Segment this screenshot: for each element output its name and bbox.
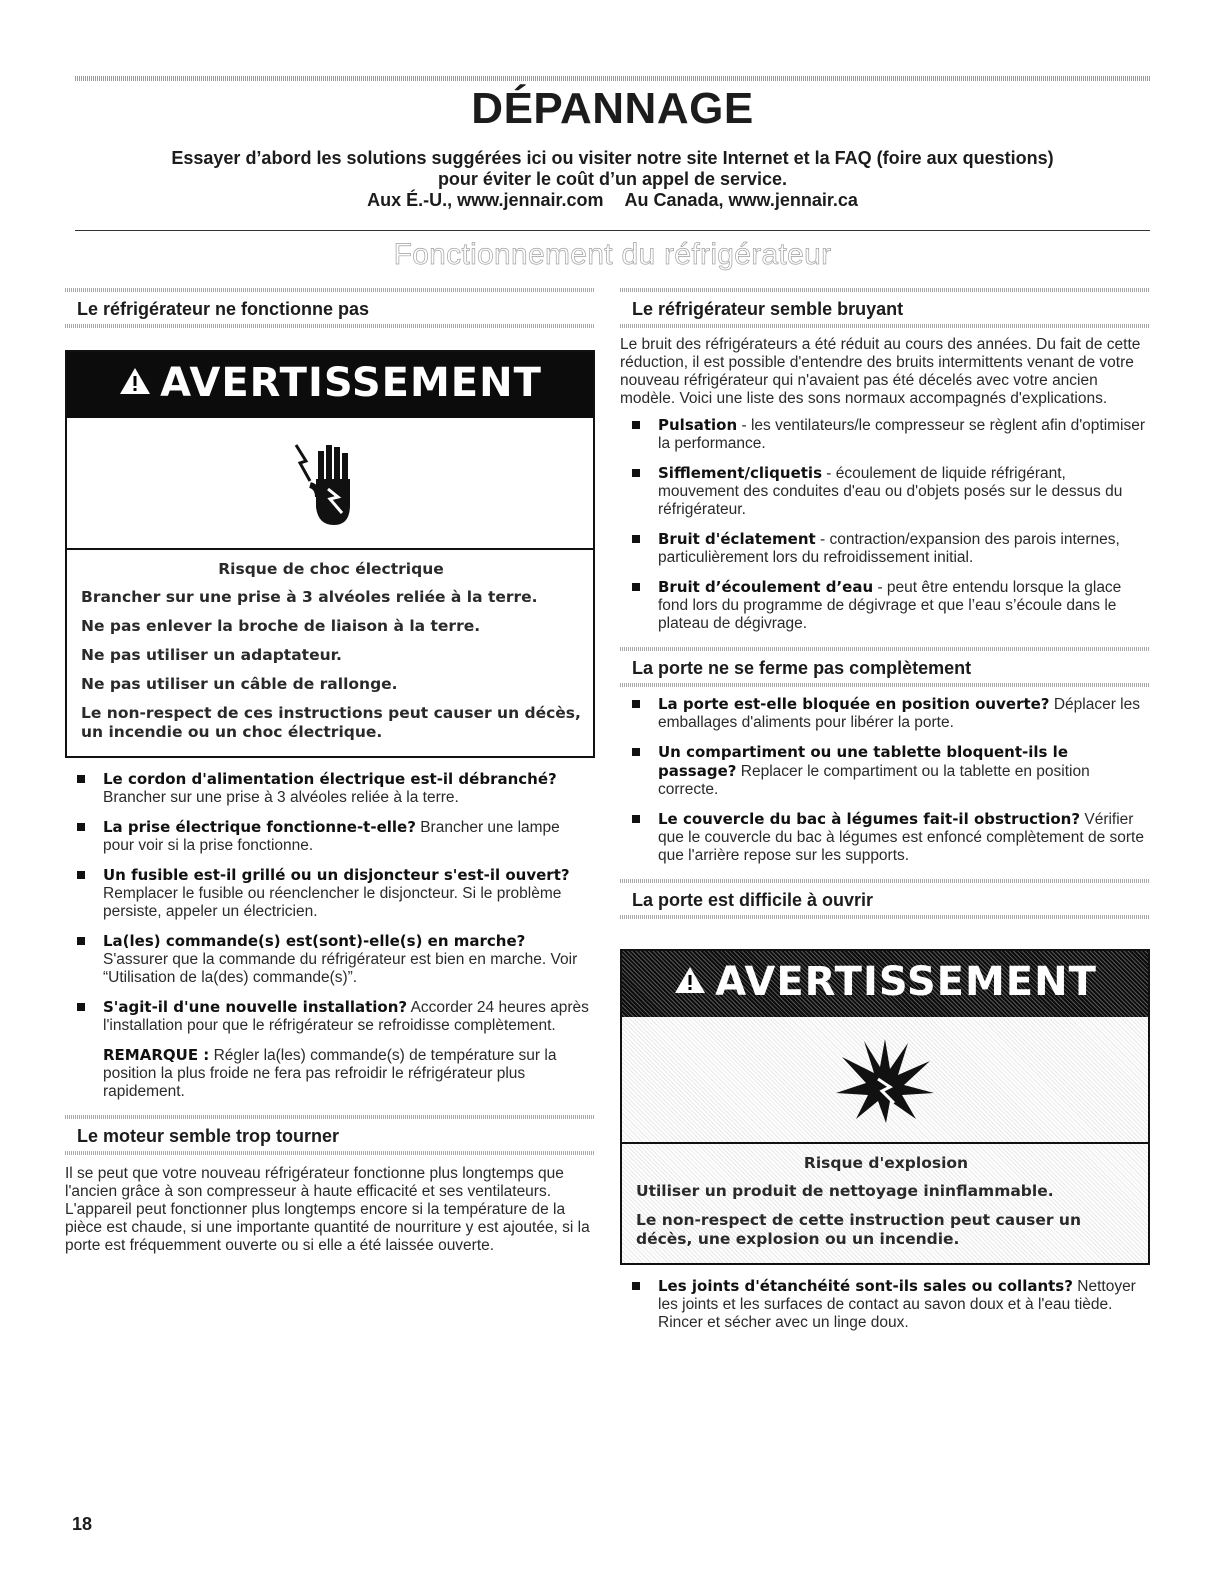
electric-shock-warning xyxy=(65,350,595,758)
warning-risk: Risque d'explosion xyxy=(803,1154,969,1172)
intro-line-2: pour éviter le coût d’un appel de service. xyxy=(437,169,788,189)
electric-shock-hand-icon xyxy=(290,433,370,533)
subsection-header-motor xyxy=(65,1115,595,1155)
intro-websites xyxy=(60,190,1165,211)
item-answer: Vérifier que le couvercle du bac à légumes est enfoncé complètement de sorte que l'arrière repose sur les supports. xyxy=(658,811,1144,864)
note-text: Régler la(les) commande(s) de température sur la position la plus froide ne fera pas refroidir le réfrigérateur plus rapidement. xyxy=(103,1047,557,1100)
list-item xyxy=(620,810,1150,865)
bullet-icon xyxy=(632,700,640,708)
explosion-icon xyxy=(830,1035,940,1125)
explosion-warning xyxy=(620,949,1150,1265)
list-item xyxy=(65,818,595,855)
dotted-rule xyxy=(620,915,1150,919)
section-rule xyxy=(75,230,1150,231)
note-label: REMARQUE : xyxy=(103,1046,210,1064)
list-item xyxy=(620,1277,1150,1332)
canada-website[interactable]: Au Canada, www.jennair.ca xyxy=(624,190,858,210)
item-answer: Nettoyer les joints et les surfaces de contact au savon doux et à l'eau tiède. Rincer et sécher avec un linge doux. xyxy=(658,1278,1136,1331)
bullet-icon xyxy=(77,937,85,945)
item-question: Pulsation xyxy=(658,416,738,434)
list-item xyxy=(620,530,1150,567)
list-item xyxy=(65,932,595,987)
noisy-list xyxy=(620,416,1150,633)
subsection-heading: Le réfrigérateur semble bruyant xyxy=(632,299,904,319)
warning-line: Le non-respect de cette instruction peut causer un décès, une explosion ou un incendie. xyxy=(636,1211,1081,1248)
dotted-rule xyxy=(620,683,1150,687)
item-question: La porte est-elle bloquée en position ouverte? xyxy=(658,695,1050,713)
item-answer: - écoulement de liquide réfrigérant, mouvement des conduites d'eau ou d'objets posés sur le dessus du réfrigérateur. xyxy=(658,465,1123,518)
noisy-paragraph: Le bruit des réfrigérateurs a été réduit au cours des années. Du fait de cette réduction, il est possible d'entendre des bruits intermittents venant de votre nouveau réfrigérateur qui n'avaient pas été décelés avec votre ancien modèle. Voici une liste des sons normaux accompagnés d'explications. xyxy=(620,336,1141,407)
subsection-heading: Le réfrigérateur ne fonctionne pas xyxy=(77,299,370,319)
item-answer: Brancher une lampe pour voir si la prise fonctionne. xyxy=(103,819,560,854)
item-answer: Brancher sur une prise à 3 alvéoles reliée à la terre. xyxy=(103,789,459,806)
item-question: Les joints d'étanchéité sont-ils sales ou collants? xyxy=(658,1277,1073,1295)
warning-line: Le non-respect de ces instructions peut causer un décès, un incendie ou un choc électrique. xyxy=(81,704,581,741)
item-question: Bruit d'éclatement xyxy=(658,530,816,548)
bullet-icon xyxy=(77,871,85,879)
bullet-icon xyxy=(632,748,640,756)
warning-triangle-icon xyxy=(673,959,707,1005)
door-open-list xyxy=(620,1277,1150,1332)
warning-body xyxy=(622,1144,1148,1263)
bullet-icon xyxy=(632,815,640,823)
door-close-list xyxy=(620,695,1150,865)
item-answer: - les ventilateurs/le compresseur se règlent afin d'optimiser la performance. xyxy=(658,417,1146,452)
list-item xyxy=(65,998,595,1035)
subsection-heading: La porte est difficile à ouvrir xyxy=(632,890,874,910)
page-number: 18 xyxy=(72,1514,93,1534)
warning-line: Ne pas enlever la broche de liaison à la terre. xyxy=(81,617,481,635)
intro xyxy=(60,148,1165,211)
list-item xyxy=(620,695,1150,732)
item-question: La(les) commande(s) est(sont)-elle(s) en marche? xyxy=(103,932,526,950)
dotted-rule xyxy=(65,324,595,328)
bullet-icon xyxy=(632,421,640,429)
list-item xyxy=(620,743,1150,799)
list-item xyxy=(620,464,1150,519)
item-question: S'agit-il d'une nouvelle installation? xyxy=(103,998,408,1016)
list-item xyxy=(620,578,1150,633)
bullet-icon xyxy=(77,775,85,783)
item-answer: Remplacer le fusible ou réenclencher le disjoncteur. Si le problème persiste, appeler un électricien. xyxy=(103,885,562,920)
bullet-icon xyxy=(77,1003,85,1011)
bullet-icon xyxy=(632,469,640,477)
warning-line: Brancher sur une prise à 3 alvéoles reliée à la terre. xyxy=(81,588,538,606)
dotted-rule xyxy=(620,324,1150,328)
warning-risk: Risque de choc électrique xyxy=(218,560,444,578)
us-website[interactable]: Aux É.-U., www.jennair.com xyxy=(367,190,604,210)
list-item xyxy=(65,770,595,807)
item-question: Bruit d’écoulement d’eau xyxy=(658,578,874,596)
bullet-icon xyxy=(77,823,85,831)
page-title: DÉPANNAGE xyxy=(471,84,754,133)
warning-icon-area xyxy=(622,1017,1148,1144)
warning-header-label: AVERTISSEMENT xyxy=(160,360,542,406)
item-question: Le couvercle du bac à légumes fait-il obstruction? xyxy=(658,810,1081,828)
subsection-header-door-close xyxy=(620,647,1150,687)
warning-icon-area xyxy=(67,418,593,550)
motor-paragraph: Il se peut que votre nouveau réfrigérateur fonctionne plus longtemps que l'ancien grâce à son compresseur à haute efficacité et ses ventilateurs. L'appareil peut fonctionner plus longtemps encore si la température de la pièce est chaude, si une importante quantité de nourriture y est ajoutée, si la porte est fréquemment ouverte ou si elle a été laissée ouverte. xyxy=(65,1165,590,1254)
subsection-heading: Le moteur semble trop tourner xyxy=(77,1126,340,1146)
bullet-icon xyxy=(632,1282,640,1290)
item-answer: Replacer le compartiment ou la tablette en position correcte. xyxy=(658,763,1090,798)
warning-header xyxy=(622,951,1148,1017)
bullet-icon xyxy=(632,535,640,543)
list-item xyxy=(620,416,1150,453)
warning-header xyxy=(67,352,593,418)
item-question: Un fusible est-il grillé ou un disjoncteur s'est-il ouvert? xyxy=(103,866,570,884)
warning-line: Utiliser un produit de nettoyage ininflammable. xyxy=(636,1182,1054,1200)
warning-line: Ne pas utiliser un câble de rallonge. xyxy=(81,675,398,693)
section-title: Fonctionnement du réfrigérateur xyxy=(393,238,832,271)
warning-header-label: AVERTISSEMENT xyxy=(715,959,1097,1005)
bullet-icon xyxy=(632,583,640,591)
item-question: Un compartiment ou une tablette bloquent-ils le passage? xyxy=(658,743,1068,780)
not-working-list xyxy=(65,770,595,1035)
subsection-heading: La porte ne se ferme pas complètement xyxy=(632,658,972,678)
item-answer: - peut être entendu lorsque la glace fond lors du programme de dégivrage et que l’eau s’écoule dans le plateau de dégivrage. xyxy=(658,579,1122,632)
subsection-header-not-working xyxy=(65,288,595,328)
item-question: La prise électrique fonctionne-t-elle? xyxy=(103,818,416,836)
right-column xyxy=(620,288,1150,1343)
left-column xyxy=(65,288,595,1255)
warning-body xyxy=(67,550,593,756)
item-question: Le cordon d'alimentation électrique est-il débranché? xyxy=(103,770,557,788)
warning-line: Ne pas utiliser un adaptateur. xyxy=(81,646,342,664)
subsection-header-noisy xyxy=(620,288,1150,328)
item-answer: - contraction/expansion des parois internes, particulièrement lors du refroidissement initial. xyxy=(658,531,1120,566)
top-dotted-rule xyxy=(75,76,1150,81)
intro-line-1: Essayer d’abord les solutions suggérées ici ou visiter notre site Internet et la FAQ (foire aux questions) xyxy=(171,148,1054,168)
warning-triangle-icon xyxy=(118,360,152,406)
item-answer: Déplacer les emballages d'aliments pour libérer la porte. xyxy=(658,696,1140,731)
list-item xyxy=(65,866,595,921)
dotted-rule xyxy=(65,1151,595,1155)
note xyxy=(65,1046,595,1101)
item-answer: Accorder 24 heures après l'installation pour que le réfrigérateur se refroidisse complètement. xyxy=(103,999,589,1034)
subsection-header-door-open xyxy=(620,879,1150,919)
item-answer: S'assurer que la commande du réfrigérateur est bien en marche. Voir “Utilisation de la(des) commande(s)”. xyxy=(103,951,578,986)
item-question: Sifflement/cliquetis xyxy=(658,464,822,482)
